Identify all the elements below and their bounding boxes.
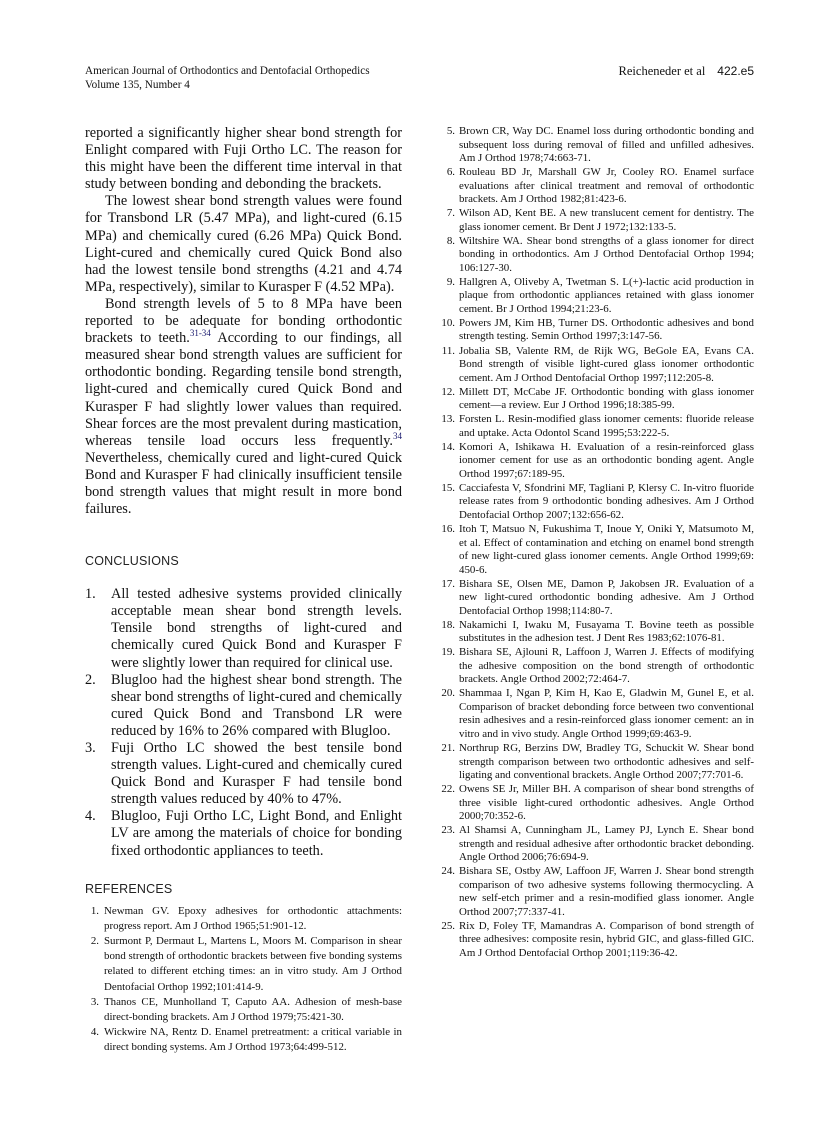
item-number: 17. bbox=[441, 577, 455, 590]
reference-item bbox=[440, 166, 754, 207]
item-number: 19. bbox=[441, 646, 455, 659]
item-number: 3. bbox=[85, 740, 96, 756]
reference-item bbox=[440, 824, 754, 865]
reference-item bbox=[440, 386, 754, 413]
citation-link[interactable]: 31-34 bbox=[189, 328, 211, 339]
item-text: Blugloo had the highest shear bond strength. The shear bond strengths of light-cured and chemically cured Quick Bond and Transbond LR were reduced by 16% to 26% compared with Blugloo. bbox=[111, 671, 402, 739]
conclusion-item bbox=[85, 740, 402, 808]
item-text: Thanos CE, Munholland T, Caputo AA. Adhesion of mesh-base direct-bonding brackets. Am J Orthod 1979;75:421-30. bbox=[104, 995, 402, 1024]
running-header-journal bbox=[85, 64, 370, 92]
item-text: Rix D, Foley TF, Mamandras A. Comparison of bond strength of three adhesives: composite resin, hybrid GIC, and glass-filled GIC. Am J Orthod Dentofacial Orthop 2001;119:36-42. bbox=[459, 919, 754, 959]
journal-title: American Journal of Orthodontics and Dentofacial Orthopedics bbox=[85, 65, 370, 77]
discussion-paragraph: reported a significantly higher shear bond strength for Enlight compared with Fuji Ortho LC. The reason for this might have been the different time interval in that study between bonding and debonding the brackets. bbox=[85, 125, 402, 193]
conclusions-list bbox=[85, 586, 402, 860]
text-segment: Nevertheless, chemically cured and light-cured Quick Bond and Kurasper F had clinically insufficient tensile bond strength values that might result in more bond failures. bbox=[85, 449, 402, 518]
item-text: Komori A, Ishikawa H. Evaluation of a resin-reinforced glass ionomer cement for use as an orthodontic bonding agent. Angle Orthod 1997;67:189-95. bbox=[459, 440, 754, 480]
reference-item bbox=[440, 125, 754, 166]
reference-item bbox=[85, 995, 402, 1025]
item-text: Wilson AD, Kent BE. A new translucent cement for dentistry. The glass ionomer cement. Br Dent J 1972;132:133-5. bbox=[459, 207, 754, 233]
item-text: Forsten L. Resin-modified glass ionomer cements: fluoride release and uptake. Acta Odontol Scand 1995;53:222-5. bbox=[459, 413, 754, 439]
reference-item bbox=[440, 578, 754, 619]
item-number: 1. bbox=[85, 586, 96, 603]
item-text: Bishara SE, Ajlouni R, Laffoon J, Warren J. Effects of modifying the adhesive composition on the bond strength of orthodontic brackets. Angle Orthod 2002;72:464-7. bbox=[459, 646, 754, 686]
reference-item bbox=[440, 742, 754, 783]
item-text: Rouleau BD Jr, Marshall GW Jr, Cooley RO. Enamel surface evaluations after clinical treatment and removal of orthodontic brackets. Am J Orthod 1982;81:423-6. bbox=[459, 166, 754, 206]
item-number: 18. bbox=[441, 618, 455, 631]
reference-item bbox=[440, 413, 754, 440]
item-number: 13. bbox=[441, 413, 455, 426]
reference-item bbox=[85, 934, 402, 995]
reference-item bbox=[440, 646, 754, 687]
item-text: Wiltshire WA. Shear bond strengths of a glass ionomer for direct bonding in orthodontics. Am J Orthod Dentofacial Orthop 1994; 106:127-30. bbox=[459, 234, 754, 274]
item-text: Al Shamsi A, Cunningham JL, Lamey PJ, Lynch E. Shear bond strength and residual adhesive after orthodontic bracket debonding. Angle Orthod 2006;76:694-9. bbox=[459, 824, 754, 864]
reference-item bbox=[85, 904, 402, 934]
item-text: Millett DT, McCabe JF. Orthodontic bonding with glass ionomer cement—a review. Eur J Orthod 1996;18:385-99. bbox=[459, 385, 754, 412]
left-column bbox=[85, 125, 402, 1056]
item-number: 21. bbox=[441, 742, 455, 754]
item-number: 20. bbox=[441, 687, 455, 700]
item-number: 6. bbox=[446, 166, 455, 179]
item-text: Shammaa I, Ngan P, Kim H, Kao E, Gladwin M, Gunel E, et al. Comparison of bracket debonding force between two conventional resin adhesives and a resin-reinforced glass ionomer cement: an in vitro and in vivo study. Angle Orthod 1999;69:463-9. bbox=[459, 687, 754, 740]
text-segment: According to our findings, all measured shear bond strength values are sufficient for orthodontic bonding. Regarding tensile bond strength, light-cured and chemically cured Quick Bond and Kurasper F had slightly lower values than required. Shear forces are the most prevalent during mastication, whereas tensile load occurs less frequently. bbox=[85, 330, 402, 449]
item-text: Blugloo, Fuji Ortho LC, Light Bond, and Enlight LV are among the materials of choice for bonding fixed orthodontic appliances to teeth. bbox=[111, 808, 402, 859]
item-text: Wickwire NA, Rentz D. Enamel pretreatment: a critical variable in direct bonding systems. Am J Orthod 1973;64:499-512. bbox=[104, 1026, 402, 1054]
reference-item bbox=[440, 482, 754, 523]
item-number: 4. bbox=[90, 1026, 99, 1039]
reference-item bbox=[440, 317, 754, 344]
item-number: 16. bbox=[441, 523, 455, 536]
item-text: Hallgren A, Oliveby A, Twetman S. L(+)-lactic acid production in plaque from orthodontic appliances retained with glass ionomer cement. Br J Orthod 1994;21:23-6. bbox=[459, 275, 754, 315]
item-number: 5. bbox=[446, 125, 455, 137]
item-text: Fuji Ortho LC showed the best tensile bond strength values. Light-cured and chemically cured Quick Bond and Kurasper F had tensile bond strength values reduced by 40% to 47%. bbox=[111, 740, 402, 808]
reference-item bbox=[440, 783, 754, 824]
reference-item bbox=[440, 207, 754, 234]
item-number: 10. bbox=[441, 316, 455, 329]
item-text: Brown CR, Way DC. Enamel loss during orthodontic bonding and subsequent loss during removal of filled and unfilled adhesives. Am J Orthod 1978;74:663-71. bbox=[459, 125, 754, 164]
text-segment: Bond strength levels of 5 to 8 MPa have been reported to be adequate for bonding orthodontic brackets to teeth. bbox=[85, 295, 402, 347]
discussion-paragraph: The lowest shear bond strength values were found for Transbond LR (5.47 MPa), and light-cured (6.15 MPa) and chemically cured (6.26 MPa) Quick Bond. Light-cured and chemically cured Quick Bond also had the lowest tensile bond strengths (4.21 and 4.74 MPa, respectively), similar to Kurasper F (4.52 MPa). bbox=[85, 193, 402, 295]
reference-item bbox=[440, 619, 754, 646]
reference-item bbox=[440, 687, 754, 741]
author-running-head: Reicheneder et al bbox=[618, 64, 706, 78]
conclusion-item bbox=[85, 672, 402, 740]
item-number: 12. bbox=[441, 385, 455, 398]
item-number: 25. bbox=[441, 919, 455, 932]
item-number: 7. bbox=[446, 207, 455, 220]
reference-item bbox=[85, 1025, 402, 1055]
item-text: Owens SE Jr, Miller BH. A comparison of shear bond strengths of three visible light-cured orthodontic adhesives. Angle Orthod 2000;70:352-6. bbox=[459, 783, 754, 823]
references-list-continued bbox=[440, 125, 754, 960]
reference-item bbox=[440, 235, 754, 276]
reference-item bbox=[440, 865, 754, 919]
item-number: 3. bbox=[90, 995, 99, 1008]
item-number: 2. bbox=[85, 671, 96, 688]
item-number: 4. bbox=[85, 808, 96, 825]
item-number: 9. bbox=[446, 275, 455, 288]
item-text: Powers JM, Kim HB, Turner DS. Orthodontic adhesives and bond strength testing. Semin Orthod 1997;3:147-56. bbox=[459, 316, 754, 343]
item-number: 14. bbox=[441, 440, 455, 453]
item-text: Newman GV. Epoxy adhesives for orthodontic attachments: progress report. Am J Orthod 1965;51:901-12. bbox=[104, 904, 402, 932]
page-number: 422.e5 bbox=[717, 64, 754, 78]
item-text: Jobalia SB, Valente RM, de Rijk WG, BeGole EA, Evans CA. Bond strength of visible light-cured glass ionomer orthodontic cement. Am J Orthod Dentofacial Orthop 1997;112:205-8. bbox=[459, 344, 754, 384]
item-number: 24. bbox=[441, 865, 455, 878]
item-text: Bishara SE, Ostby AW, Laffoon JF, Warren J. Shear bond strength comparison of two adhesive systems following thermocycling. A new self-etch primer and a resin-modified glass ionomer. Angle Orthod 2007;77:337-41. bbox=[459, 865, 754, 918]
item-number: 22. bbox=[441, 783, 455, 796]
item-number: 23. bbox=[441, 824, 455, 837]
conclusions-heading: CONCLUSIONS bbox=[85, 554, 179, 569]
reference-item bbox=[440, 920, 754, 961]
item-number: 15. bbox=[441, 481, 455, 494]
item-text: Bishara SE, Olsen ME, Damon P, Jakobsen JR. Evaluation of a new light-cured orthodontic bonding adhesive. Am J Orthod Dentofacial Orthop 1998;114:80-7. bbox=[459, 577, 754, 617]
journal-volume: Volume 135, Number 4 bbox=[85, 79, 190, 91]
item-number: 2. bbox=[90, 935, 99, 948]
conclusion-item bbox=[85, 586, 402, 671]
item-text: Itoh T, Matsuo N, Fukushima T, Inoue Y, Oniki Y, Matsumoto M, et al. Effect of contamination and etching on enamel bond strength of new light-cured glass ionomer cements. Angle Orthod 1999;69: 450-6. bbox=[459, 523, 754, 576]
citation-link[interactable]: 34 bbox=[393, 430, 402, 441]
item-text: All tested adhesive systems provided clinically acceptable mean shear bond strength levels. Tensile bond strengths of light-cured and chemically cured Quick Bond and Kurasper F were slightly lower than required for clinical use. bbox=[111, 586, 402, 671]
item-number: 1. bbox=[90, 904, 99, 917]
item-text: Surmont P, Dermaut L, Martens L, Moors M. Comparison in shear bond strength of orthodontic brackets between five bonding systems related to different etching times: an in vitro study. Am J Orthod Dentofacial Orthop 1992;101:414-9. bbox=[104, 935, 402, 993]
reference-item bbox=[440, 276, 754, 317]
reference-item bbox=[440, 441, 754, 482]
right-column bbox=[440, 125, 754, 961]
reference-item bbox=[440, 345, 754, 386]
item-number: 8. bbox=[446, 234, 455, 247]
conclusion-item bbox=[85, 808, 402, 859]
references-list bbox=[85, 904, 402, 1056]
discussion-paragraph bbox=[85, 296, 402, 518]
reference-item bbox=[440, 523, 754, 577]
running-header-page bbox=[619, 64, 754, 78]
item-text: Nakamichi I, Iwaku M, Fusayama T. Bovine teeth as possible substitutes in the adhesion test. J Dent Res 1983;62:1076-81. bbox=[459, 618, 754, 645]
item-number: 11. bbox=[441, 344, 455, 357]
references-heading: REFERENCES bbox=[85, 881, 173, 896]
item-text: Northrup RG, Berzins DW, Bradley TG, Schuckit W. Shear bond strength comparison between two orthodontic adhesives and self-ligating and conventional brackets. Angle Orthod 2007;77:701-6. bbox=[459, 742, 754, 781]
item-text: Cacciafesta V, Sfondrini MF, Tagliani P, Klersy C. In-vitro fluoride release rates from 9 orthodontic bonding adhesives. Am J Orthod Dentofacial Orthop 2007;132:656-62. bbox=[459, 481, 754, 521]
